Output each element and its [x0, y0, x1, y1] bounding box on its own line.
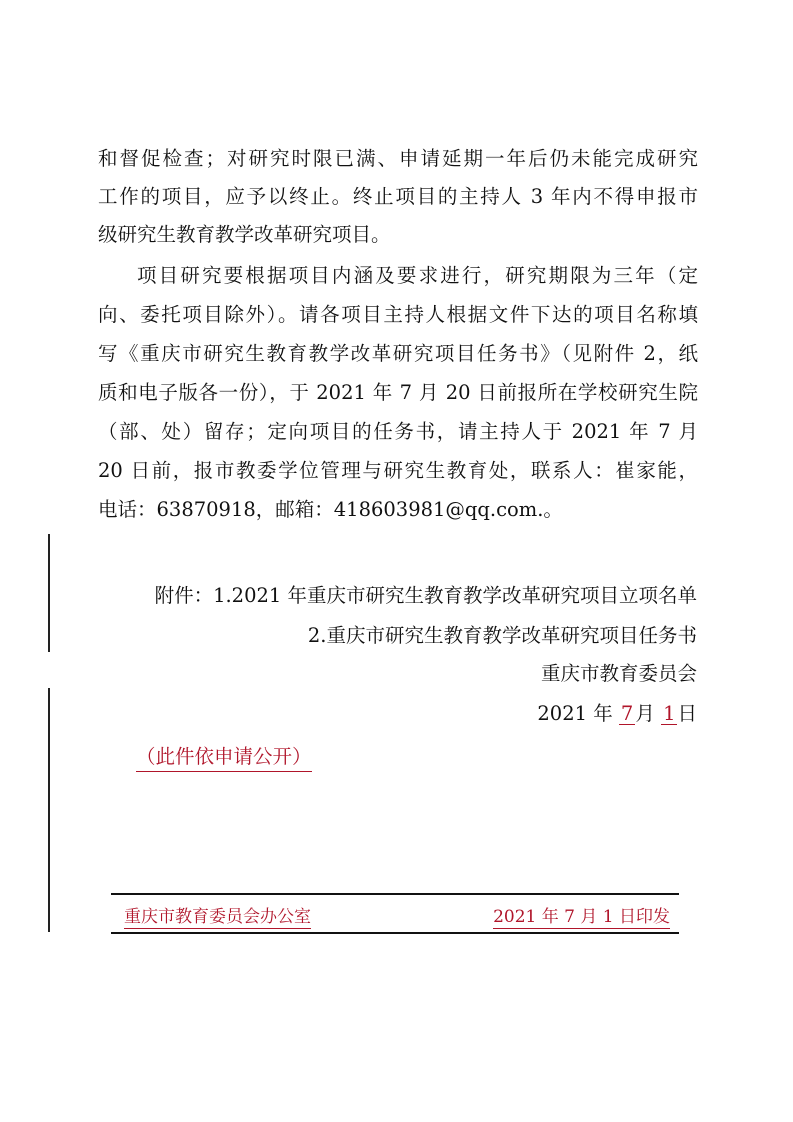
footer-bar	[124, 906, 670, 929]
margin-line-top	[48, 534, 50, 652]
issue-date-year: 2021 年	[537, 702, 613, 725]
footer-date: 2021 年 7 月 1 日印发	[493, 907, 670, 927]
body-line-5: 向、委托项目除外）。请各项目主持人根据文件下达的项目名称填	[98, 303, 698, 326]
body-line-1: 和督促检查；对研究时限已满、申请延期一年后仍未能完成研究	[98, 147, 698, 170]
body-line-4: 项目研究要根据项目内涵及要求进行，研究期限为三年（定	[137, 264, 698, 287]
footer-rule-top	[111, 893, 679, 895]
attachment-item-1: 附件：1.2021 年重庆市研究生教育教学改革研究项目立项名单	[154, 584, 697, 607]
issuer-name: 重庆市教育委员会	[540, 662, 697, 685]
public-note: （此件依申请公开）	[136, 745, 312, 772]
margin-line-bottom	[48, 688, 50, 932]
issue-date	[537, 702, 697, 726]
body-line-7: 质和电子版各一份），于 2021 年 7 月 20 日前报所在学校研究生院	[98, 381, 698, 404]
issue-date-day-unit: 日	[677, 702, 697, 725]
attachment-item-2: 2.重庆市研究生教育教学改革研究项目任务书	[307, 624, 697, 647]
body-line-9: 20 日前，报市教委学位管理与研究生教育处，联系人：崔家能，	[98, 459, 698, 482]
issue-date-day: 1	[663, 702, 676, 725]
body-line-8: （部、处）留存；定向项目的任务书，请主持人于 2021 年 7 月	[98, 420, 698, 443]
issue-date-month-unit: 月	[635, 702, 655, 725]
body-line-3: 级研究生教育教学改革研究项目。	[98, 223, 391, 246]
issue-date-month: 7	[620, 702, 634, 725]
footer-rule-bottom	[111, 932, 679, 934]
footer-office: 重庆市教育委员会办公室	[124, 907, 311, 927]
body-line-6: 写《重庆市研究生教育教学改革研究项目任务书》（见附件 2，纸	[98, 342, 698, 365]
body-line-10: 电话：63870918，邮箱：418603981@qq.com.。	[98, 498, 563, 521]
body-line-2: 工作的项目，应予以终止。终止项目的主持人 3 年内不得申报市	[98, 185, 698, 208]
